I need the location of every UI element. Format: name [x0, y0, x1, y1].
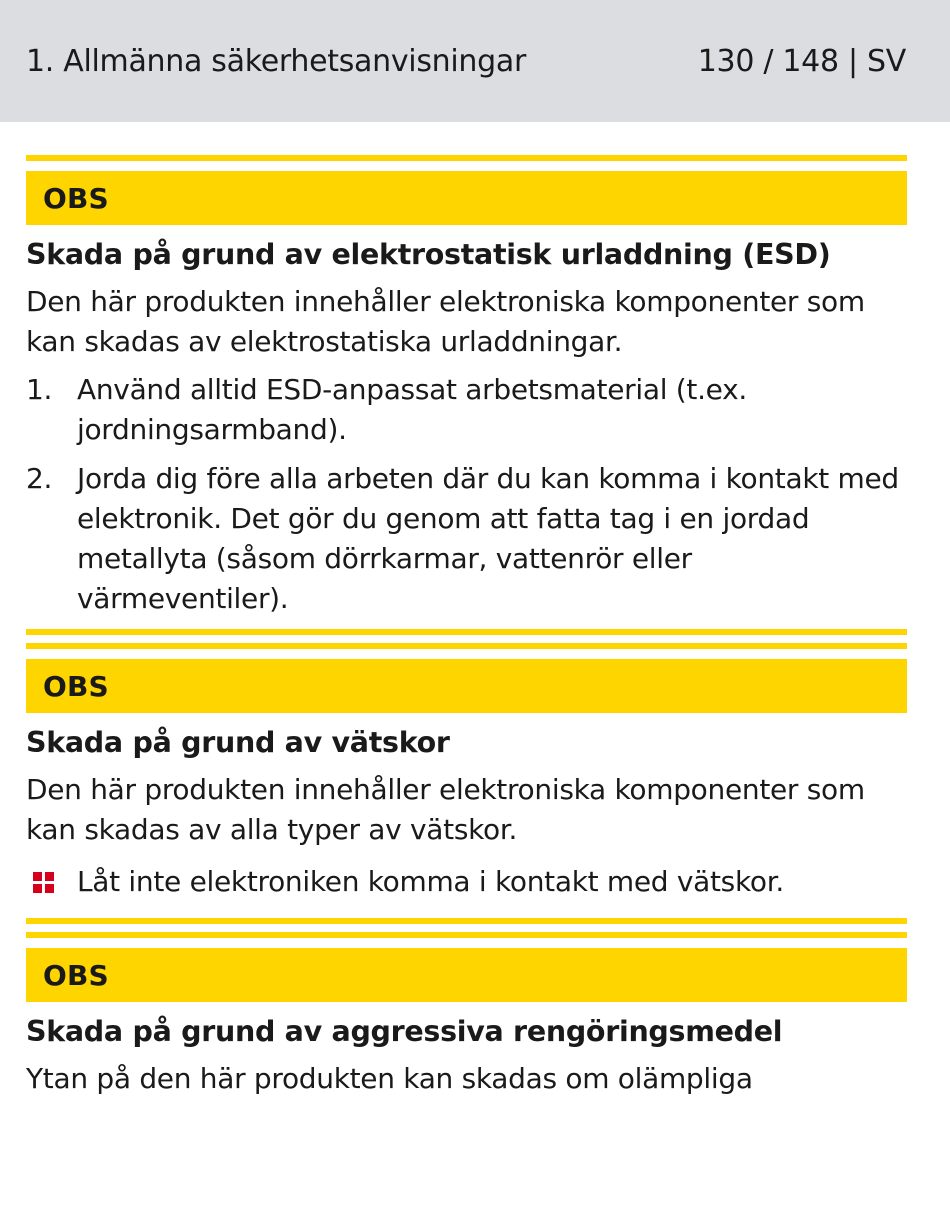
step-item [26, 370, 907, 450]
page-content [26, 155, 907, 1099]
step-text: Jorda dig före alla arbeten där du kan komma i kontakt med elektronik. Det gör du genom att fatta tag i en jordad metallyta (såsom dörrkarmar, vattenrör eller värmeventiler). [77, 462, 899, 615]
page-indicator: 130 / 148 | SV [697, 43, 906, 79]
notice-top-rule [26, 643, 907, 649]
notice-title: Skada på grund av aggressiva rengöringsmedel [26, 1015, 783, 1048]
bullet-text: Låt inte elektroniken komma i kontakt med vätskor. [77, 865, 784, 898]
notice-label: OBS [26, 948, 907, 1002]
notice-label: OBS [26, 171, 907, 225]
step-text: Använd alltid ESD-anpassat arbetsmaterial (t.ex. jordningsarmband). [77, 373, 747, 446]
bullet-item [26, 862, 907, 902]
notice-bottom-rule [26, 629, 907, 635]
notice-top-rule [26, 155, 907, 161]
notice-body: Ytan på den här produkten kan skadas om olämpliga [26, 1062, 753, 1095]
step-number: 2. [26, 462, 53, 495]
notice-liquids [26, 643, 907, 924]
notice-body: Den här produkten innehåller elektroniska komponenter som kan skadas av elektrostatiska urladdningar. [26, 285, 865, 358]
notice-esd [26, 155, 907, 635]
page-header [0, 0, 950, 122]
notice-cleaning-agents [26, 932, 907, 1099]
notice-steps [26, 370, 907, 619]
step-item [26, 459, 907, 619]
notice-bottom-rule [26, 918, 907, 924]
red-square-bullet-icon [33, 872, 54, 893]
notice-bullets [26, 862, 907, 902]
notice-body: Den här produkten innehåller elektroniska komponenter som kan skadas av alla typer av vätskor. [26, 773, 865, 846]
step-number: 1. [26, 373, 53, 406]
notice-title: Skada på grund av vätskor [26, 726, 450, 759]
notice-top-rule [26, 932, 907, 938]
notice-title: Skada på grund av elektrostatisk urladdning (ESD) [26, 238, 831, 271]
notice-label: OBS [26, 659, 907, 713]
section-title: 1. Allmänna säkerhetsanvisningar [26, 43, 526, 79]
